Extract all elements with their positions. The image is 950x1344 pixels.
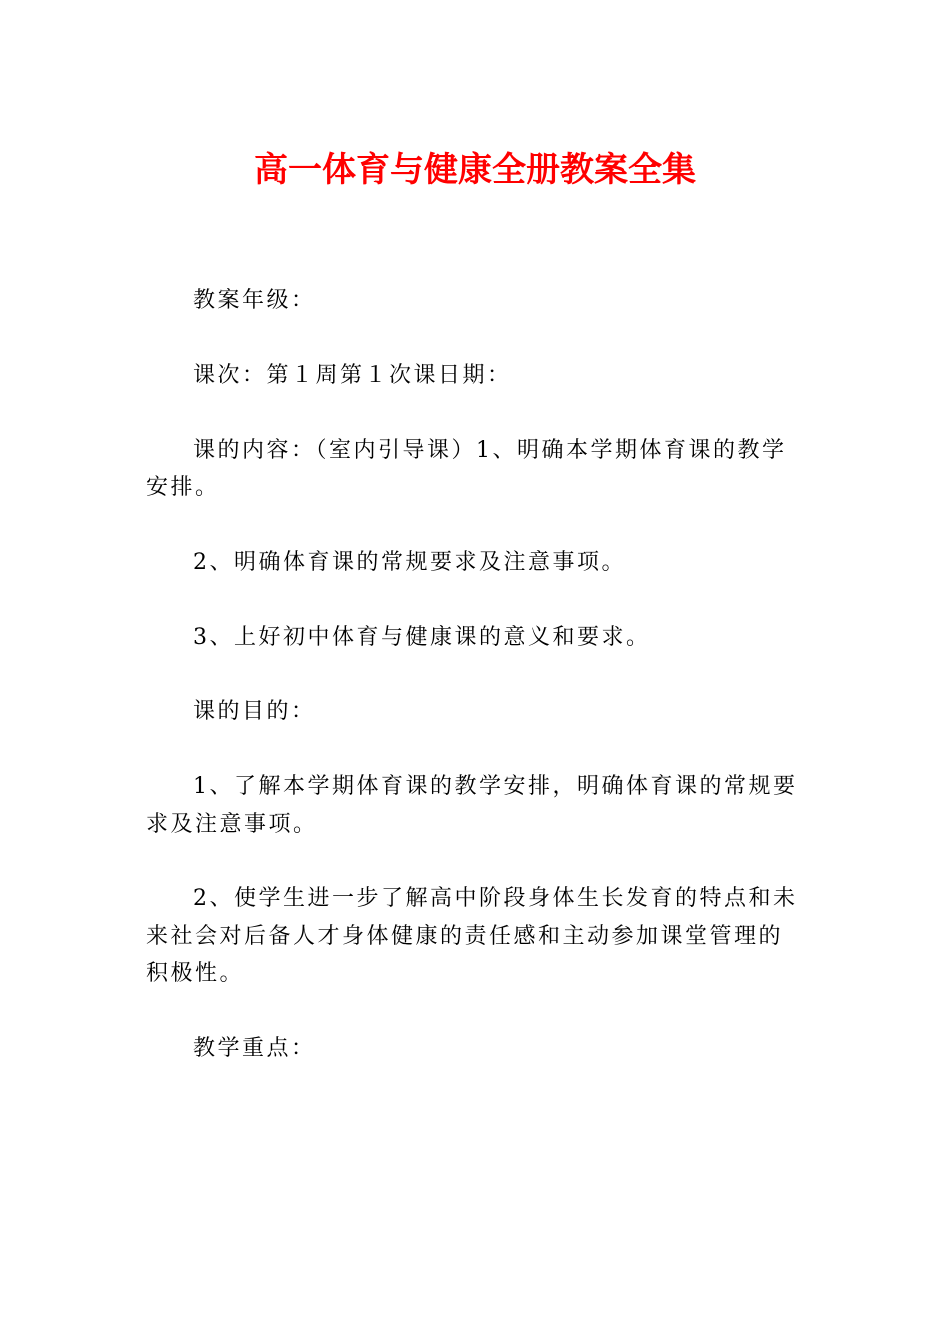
paragraph-teaching-focus-heading: 教学重点： bbox=[193, 1036, 316, 1061]
paragraph-lesson-number: 课次：第１周第１次课日期： bbox=[193, 362, 512, 388]
paragraph-goal-2: 2、使学生进一步了解高中阶段身体生长发育的特点和未来社会对后备人才身体健康的责任感和主动参加课堂管理的积极性。 bbox=[146, 886, 798, 987]
paragraph-goal-1: 1、了解本学期体育课的教学安排，明确体育课的常规要求及注意事项。 bbox=[146, 774, 798, 837]
paragraph-content-item-2: 2、明确体育课的常规要求及注意事项。 bbox=[193, 549, 626, 575]
document-body bbox=[146, 282, 806, 1067]
paragraph-grade: 教案年级： bbox=[193, 288, 316, 313]
document-title: 高一体育与健康全册教案全集 bbox=[254, 150, 696, 190]
paragraph-lesson-goals-heading: 课的目的： bbox=[193, 699, 316, 725]
paragraph-content-item-3: 3、上好初中体育与健康课的意义和要求。 bbox=[193, 624, 651, 650]
paragraph-lesson-content: 课的内容：（室内引导课）1、明确本学期体育课的教学安排。 bbox=[146, 437, 787, 500]
